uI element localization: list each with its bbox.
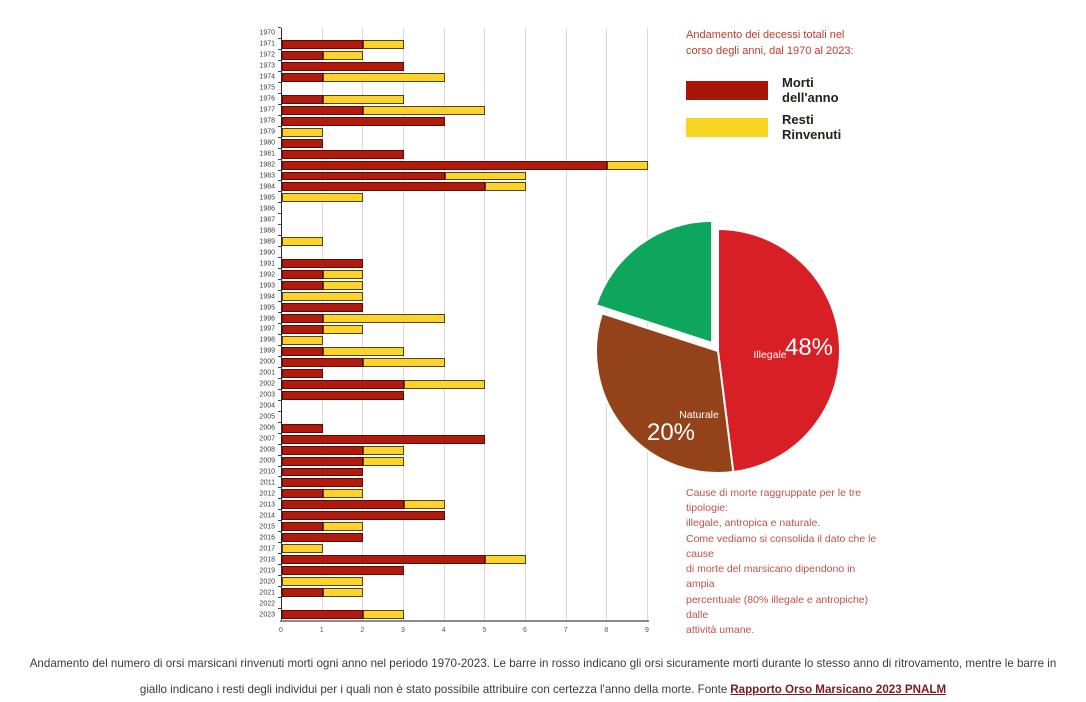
year-label: 2016 (259, 534, 275, 542)
bar-segment-morti (282, 457, 363, 466)
year-label: 1996 (259, 315, 275, 322)
bar-segment-resti (607, 161, 648, 170)
bar-segment-resti (363, 457, 404, 466)
y-tick (278, 180, 281, 181)
year-label: 1975 (259, 84, 275, 92)
legend-item (686, 75, 871, 105)
year-label: 2012 (259, 490, 275, 498)
bar-group (282, 270, 363, 279)
year-label: 1984 (259, 183, 275, 191)
bar-group (282, 358, 445, 367)
bar-group (282, 555, 526, 564)
y-tick (278, 170, 281, 171)
y-tick (278, 137, 281, 138)
year-label: 1999 (259, 347, 275, 355)
bar-segment-morti (282, 325, 323, 334)
year-label: 2005 (259, 413, 275, 421)
bar-group (282, 446, 404, 455)
bar-segment-resti (404, 380, 485, 389)
bar-segment-morti (282, 95, 323, 104)
year-label: 2000 (259, 358, 275, 366)
bar-segment-morti (282, 435, 485, 444)
bar-row (259, 160, 647, 171)
pie-commentary: Cause di morte raggruppate per le tre tipologie: illegale, antropica e naturale. Come vediamo si consolida il dato che le cause di morte del marsicano dipendono in ampia percentuale (80% illegale e antropiche) dalle attività umane. (686, 487, 877, 636)
year-label: 2004 (259, 402, 275, 410)
bar-row (259, 181, 647, 192)
bar-segment-morti (282, 391, 404, 400)
year-label: 1983 (259, 172, 275, 180)
bar-group (282, 314, 445, 323)
y-tick (278, 202, 281, 203)
y-tick (278, 159, 281, 160)
bar-group (282, 73, 445, 82)
y-tick (278, 476, 281, 477)
y-tick (278, 27, 281, 28)
bar-group (282, 117, 445, 126)
bar-group (282, 281, 363, 290)
bar-segment-resti (323, 270, 364, 279)
y-tick (278, 509, 281, 510)
bar-row (259, 192, 647, 203)
bar-group (282, 237, 323, 246)
y-tick (278, 191, 281, 192)
year-label: 1981 (259, 150, 275, 158)
bar-row (259, 488, 647, 499)
bar-row (259, 39, 647, 50)
bar-row (259, 72, 647, 83)
bar-segment-morti (282, 358, 363, 367)
year-label: 1972 (259, 51, 275, 59)
x-tick-label: 6 (523, 627, 527, 634)
legend-label: Resti Rinvenuti (782, 112, 842, 143)
pie-pct-label: 48% (784, 334, 834, 361)
year-label: 1980 (259, 139, 275, 147)
bar-segment-resti (323, 95, 404, 104)
y-tick (278, 224, 281, 225)
bar-group (282, 303, 363, 312)
y-tick (278, 115, 281, 116)
year-label: 2015 (259, 523, 275, 531)
bar-segment-resti (282, 336, 323, 345)
bar-segment-morti (282, 566, 404, 575)
year-label: 2022 (259, 600, 275, 608)
bar-row (259, 127, 647, 138)
y-tick (278, 466, 281, 467)
y-tick (278, 411, 281, 412)
legend-items (686, 75, 871, 142)
bar-segment-morti (282, 139, 323, 148)
bar-row (259, 576, 647, 587)
bar-segment-resti (323, 489, 364, 498)
year-label: 1979 (259, 128, 275, 136)
year-label: 2006 (259, 424, 275, 432)
bar-group (282, 182, 526, 191)
y-tick (278, 597, 281, 598)
bar-segment-morti (282, 511, 445, 520)
bar-row (259, 28, 647, 39)
bar-group (282, 511, 445, 520)
bar-segment-resti (323, 325, 364, 334)
year-label: 1971 (259, 40, 275, 48)
x-tick-label: 0 (279, 627, 283, 634)
year-label: 2010 (259, 468, 275, 476)
year-label: 1995 (259, 304, 275, 312)
bar-segment-morti (282, 555, 485, 564)
bar-group (282, 347, 404, 356)
bar-segment-morti (282, 424, 323, 433)
year-label: 1978 (259, 117, 275, 125)
pie-chart (583, 216, 853, 486)
y-tick (278, 334, 281, 335)
x-axis-line (280, 620, 649, 622)
bar-group (282, 40, 404, 49)
bar-group (282, 369, 323, 378)
y-tick (278, 487, 281, 488)
y-tick (278, 608, 281, 609)
bar-segment-resti (363, 610, 404, 619)
bar-segment-resti (323, 73, 445, 82)
x-tick-label: 8 (604, 627, 609, 634)
legend-swatch (686, 118, 768, 137)
y-tick (278, 60, 281, 61)
bar-segment-resti (282, 193, 363, 202)
y-tick (278, 389, 281, 390)
bar-segment-morti (282, 117, 445, 126)
bar-group (282, 259, 363, 268)
y-tick (278, 268, 281, 269)
year-label: 1974 (259, 73, 275, 81)
legend-title: Andamento dei decessi totali nel corso degli anni, dal 1970 al 2023: (686, 29, 854, 57)
bar-segment-resti (363, 358, 444, 367)
bar-segment-morti (282, 522, 323, 531)
bar-segment-morti (282, 446, 363, 455)
bar-segment-morti (282, 150, 404, 159)
year-label: 2008 (259, 446, 275, 454)
bar-row (259, 609, 647, 620)
y-tick (278, 520, 281, 521)
bar-row (259, 598, 647, 609)
year-label: 1990 (259, 249, 275, 257)
bar-group (282, 161, 648, 170)
bar-segment-morti (282, 51, 323, 60)
bar-group (282, 292, 363, 301)
bar-group (282, 424, 323, 433)
bar-segment-morti (282, 182, 485, 191)
bar-row (259, 554, 647, 565)
y-tick (278, 301, 281, 302)
y-tick (278, 82, 281, 83)
bar-segment-morti (282, 533, 363, 542)
bar-segment-morti (282, 62, 404, 71)
year-label: 1991 (259, 260, 275, 268)
bar-row (259, 171, 647, 182)
bar-segment-morti (282, 106, 363, 115)
year-label: 2018 (259, 556, 275, 564)
y-tick (278, 93, 281, 94)
year-label: 2001 (259, 369, 275, 377)
bar-segment-resti (323, 314, 445, 323)
bar-segment-resti (282, 292, 363, 301)
bar-segment-resti (323, 51, 364, 60)
bar-segment-resti (445, 172, 526, 181)
bar-segment-resti (363, 40, 404, 49)
bar-group (282, 325, 363, 334)
y-tick (278, 126, 281, 127)
y-tick (278, 279, 281, 280)
bar-row (259, 116, 647, 127)
bar-segment-morti (282, 73, 323, 82)
year-label: 2009 (259, 457, 275, 465)
bar-segment-morti (282, 161, 607, 170)
bar-group (282, 128, 323, 137)
bar-segment-resti (323, 522, 364, 531)
year-label: 2020 (259, 578, 275, 586)
bar-group (282, 478, 363, 487)
bar-segment-resti (282, 577, 363, 586)
y-tick (278, 71, 281, 72)
bar-segment-morti (282, 303, 363, 312)
bar-group (282, 566, 404, 575)
bar-group (282, 172, 526, 181)
year-label: 1986 (259, 205, 275, 213)
year-label: 2013 (259, 501, 275, 509)
year-label: 2011 (259, 479, 275, 487)
x-tick-label: 7 (563, 627, 568, 634)
bar-segment-resti (323, 347, 404, 356)
caption-source-link[interactable]: Rapporto Orso Marsicano 2023 PNALM (730, 683, 947, 696)
bar-segment-resti (282, 128, 323, 137)
caption (0, 651, 1086, 702)
bar-segment-morti (282, 489, 323, 498)
bar-group (282, 489, 363, 498)
pie-pct-label: 20% (646, 419, 696, 446)
year-label: 1994 (259, 293, 275, 301)
bar-segment-morti (282, 478, 363, 487)
y-tick (278, 49, 281, 50)
x-tick-label: 9 (645, 627, 649, 634)
bar-row (259, 499, 647, 510)
y-tick (278, 356, 281, 357)
legend-swatch (686, 81, 768, 100)
x-tick-label: 3 (401, 627, 405, 634)
bar-row (259, 203, 647, 214)
x-tick-label: 4 (441, 627, 446, 634)
year-label: 1997 (259, 325, 275, 333)
bar-row (259, 510, 647, 521)
x-tick-label: 2 (360, 627, 365, 634)
legend-panel (686, 28, 871, 142)
bar-group (282, 468, 363, 477)
year-label: 1993 (259, 282, 275, 290)
y-tick (278, 345, 281, 346)
y-tick (278, 586, 281, 587)
bar-row (259, 94, 647, 105)
bar-row (259, 565, 647, 576)
bar-segment-morti (282, 347, 323, 356)
pie-name-label: Illegale (753, 349, 787, 361)
y-tick (278, 104, 281, 105)
y-tick (278, 246, 281, 247)
y-tick (278, 38, 281, 39)
bar-group (282, 51, 363, 60)
bar-group (282, 457, 404, 466)
bar-row (259, 532, 647, 543)
year-label: 1987 (259, 216, 275, 224)
year-label: 2021 (259, 589, 275, 597)
y-tick (278, 257, 281, 258)
y-tick (278, 422, 281, 423)
y-tick (278, 531, 281, 532)
y-tick (278, 553, 281, 554)
y-tick (278, 148, 281, 149)
bar-row (259, 587, 647, 598)
bar-segment-morti (282, 259, 363, 268)
legend-item (686, 112, 871, 142)
year-label: 2002 (259, 380, 275, 388)
year-label: 2017 (259, 545, 275, 553)
bar-segment-resti (363, 106, 485, 115)
year-label: 1988 (259, 227, 275, 235)
bar-row (259, 543, 647, 554)
bar-group (282, 500, 445, 509)
bar-segment-morti (282, 588, 323, 597)
bar-group (282, 336, 323, 345)
y-tick (278, 498, 281, 499)
bar-group (282, 391, 404, 400)
y-tick (278, 367, 281, 368)
bar-segment-resti (323, 281, 364, 290)
bar-segment-resti (282, 544, 323, 553)
y-tick (278, 575, 281, 576)
bar-group (282, 588, 363, 597)
bar-group (282, 533, 363, 542)
y-tick (278, 213, 281, 214)
caption-text: Andamento del numero di orsi marsicani rinvenuti morti ogni anno nel periodo 1970-2023. Le barre in rosso indicano gli orsi sicuramente morti durante lo stesso anno di ritrovamento, mentre le barre in giallo indicano i resti degli individui per i quali non è stato possibile attribuire con certezza l'anno della morte. Fonte (29, 657, 1057, 696)
bar-group (282, 577, 363, 586)
y-tick (278, 378, 281, 379)
year-label: 1970 (259, 29, 275, 37)
bar-row (259, 61, 647, 72)
year-label: 1982 (259, 161, 275, 169)
bar-row (259, 521, 647, 532)
y-tick (278, 564, 281, 565)
bar-segment-morti (282, 369, 323, 378)
bar-segment-resti (485, 555, 526, 564)
pie-name-label: Naturale (679, 409, 719, 421)
pie-wrap (583, 216, 853, 486)
bar-segment-resti (485, 182, 526, 191)
year-label: 2014 (259, 512, 275, 520)
year-label: 1989 (259, 238, 275, 246)
bar-group (282, 139, 323, 148)
bar-group (282, 544, 323, 553)
bar-segment-morti (282, 610, 363, 619)
bar-group (282, 380, 485, 389)
bar-segment-morti (282, 172, 445, 181)
x-tick-label: 1 (319, 627, 324, 634)
year-label: 2003 (259, 391, 275, 399)
legend-label: Morti dell'anno (782, 75, 839, 106)
bar-segment-morti (282, 281, 323, 290)
bar-segment-resti (363, 446, 404, 455)
bar-group (282, 150, 404, 159)
bar-row (259, 83, 647, 94)
bar-segment-morti (282, 40, 363, 49)
y-tick (278, 433, 281, 434)
bar-group (282, 95, 404, 104)
bar-group (282, 522, 363, 531)
bar-group (282, 435, 485, 444)
bar-row (259, 149, 647, 160)
bar-segment-morti (282, 468, 363, 477)
y-tick (278, 455, 281, 456)
y-tick (278, 444, 281, 445)
bar-group (282, 610, 404, 619)
year-label: 1992 (259, 271, 275, 279)
year-label: 2007 (259, 435, 275, 443)
y-tick (278, 290, 281, 291)
y-tick (278, 235, 281, 236)
year-label: 1977 (259, 106, 275, 114)
year-label: 2023 (259, 611, 275, 618)
y-tick (278, 400, 281, 401)
year-label: 2019 (259, 567, 275, 575)
year-label: 1976 (259, 95, 275, 103)
bar-row (259, 138, 647, 149)
year-label: 1985 (259, 194, 275, 202)
x-tick-label: 5 (482, 627, 487, 634)
bar-segment-resti (323, 588, 364, 597)
bar-row (259, 105, 647, 116)
bar-segment-morti (282, 270, 323, 279)
y-tick (278, 323, 281, 324)
year-label: 1973 (259, 62, 275, 70)
year-label: 1998 (259, 336, 275, 344)
bar-group (282, 193, 363, 202)
bar-group (282, 62, 404, 71)
bar-group (282, 106, 485, 115)
bar-segment-resti (404, 500, 445, 509)
y-tick (278, 312, 281, 313)
bar-row (259, 50, 647, 61)
bar-segment-morti (282, 500, 404, 509)
bar-segment-morti (282, 380, 404, 389)
bar-segment-morti (282, 314, 323, 323)
y-tick (278, 542, 281, 543)
bar-segment-resti (282, 237, 323, 246)
